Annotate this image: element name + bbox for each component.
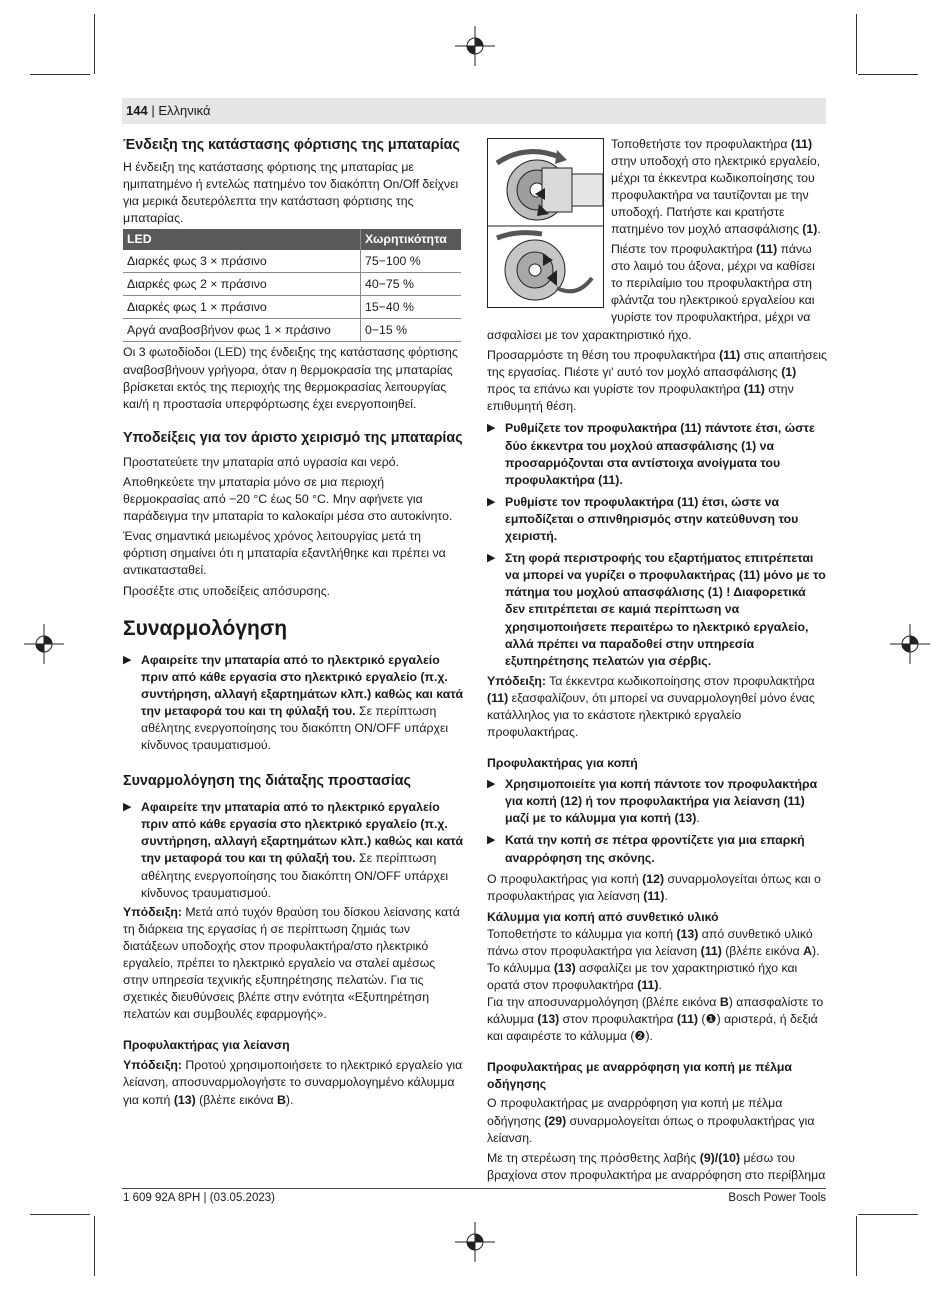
- bullet-arrow-icon: ▶: [487, 552, 496, 565]
- figure-ref: B: [277, 1092, 286, 1107]
- led-table-header-cell: Χωρητικότητα: [361, 229, 462, 250]
- note-label: Υπόδειξη:: [123, 1058, 182, 1073]
- registration-mark-bottom: [455, 1222, 495, 1262]
- guard-assembly-note: [123, 904, 463, 1024]
- text: Τοποθετήστε τον προφυλακτήρα: [611, 137, 791, 151]
- cutting-guard-heading: Προφυλακτήρας για κοπή: [487, 756, 638, 771]
- warning-bold-text: Αφαιρείτε την μπαταρία από το ηλεκτρικό εργαλείο πριν από κάθε εργασία στο ηλεκτρικό εργαλείο (π.χ. συντήρηση, αλλαγή εξαρτημάτων κλπ.) καθώς και κατά την μεταφορά του και τη φύλαξή του.: [141, 652, 463, 718]
- guard-bullet-2: [487, 494, 827, 545]
- note-label: Υπόδειξη:: [123, 904, 182, 919]
- text: ) αριστερά, ή δεξιά και αφαιρέστε το κάλυμμα (: [487, 1012, 818, 1044]
- text: (βλέπε εικόνα: [721, 943, 804, 958]
- text: μέσω του βραχίονα στον προφυλακτήρα με αναρρόφηση στο περίβλημα: [487, 1150, 826, 1182]
- figure-ref: A: [803, 943, 813, 958]
- crop-mark: [30, 74, 90, 75]
- battery-charge-note: Οι 3 φωτοδίοδοι (LED) της ένδειξης της κατάστασης φόρτισης αναβοσβήνουν γρήγορα, όταν η θερμοκρασία της μπαταρίας βρίσκεται εκτός της περιοχής της θερμοκρασίας λειτουργίας και/ή η προστασία υπερφόρτωσης έχει ενεργοποιηθεί.: [123, 345, 458, 411]
- ref-number: (11): [790, 137, 813, 151]
- led-table: [123, 229, 461, 342]
- bullet-arrow-icon: ▶: [487, 834, 496, 847]
- table-row: [123, 319, 461, 342]
- footer-brand: Bosch Power Tools: [728, 1192, 826, 1204]
- warning-text: Σε περίπτωση αθέλητης ενεργοποίησης του διακόπτη ON/OFF υπάρχει κίνδυνος τραυματισμού.: [141, 703, 449, 753]
- assembly-heading: Συναρμολόγηση: [123, 616, 288, 640]
- suction-guard-paragraph-2: [487, 1150, 827, 1184]
- ref-number: (13): [553, 961, 576, 975]
- ref-number: (11): [700, 943, 722, 958]
- callout-2-icon: ❷: [634, 1029, 646, 1044]
- suction-guard-paragraph-1: [487, 1095, 827, 1146]
- text: στον προφυλακτήρα: [559, 1012, 677, 1027]
- guard-assembly-heading: Συναρμολόγηση της διάταξης προστασίας: [123, 773, 411, 790]
- text: ).: [645, 1029, 653, 1044]
- cover-paragraph-1: [487, 926, 827, 960]
- bullet-text: Ρυθμίζετε τον προφυλακτήρα (11) πάντοτε έτσι, ώστε δύο έκκεντρα του μοχλού απασφάλισης (1) να προσαρμόζονται στα αντίστοιχα ανοίγματα του προφυλακτήρα (11).: [505, 421, 815, 487]
- text: .: [817, 222, 821, 237]
- text: (: [698, 1012, 706, 1027]
- text: Χρησιμοποιείτε για κοπή πάντοτε τον προφυλακτήρα για κοπή: [505, 777, 818, 809]
- adjust-paragraph: [487, 347, 827, 415]
- page-header: 144 | Ελληνικά: [126, 103, 211, 118]
- text: Τοποθετήστε το κάλυμμα για κοπή: [487, 926, 677, 941]
- note-text: Προτού χρησιμοποιήσετε το ηλεκτρικό εργαλείο για λείανση, αποσυναρμολογήστε το συναρμολογημένο κάλυμμα για κοπή: [123, 1058, 463, 1107]
- grinding-guard-heading: Προφυλακτήρας για λείανση: [123, 1038, 290, 1053]
- note-text: Μετά από τυχόν θραύση του δίσκου λείανσης κατά τη διάρκεια της εργασίας ή σε περίπτωση ζημιάς των διατάξεων υποδοχής στον προφυλακτήρα/στο ηλεκτρικό εργαλείο, πρέπει το ηλεκτρικό εργαλείο να σταλεί αμέσως στην υπηρεσία τεχνικής εξυπηρέτησης πελατών. Για τις σχετικές διευθύνσεις βλέπε στην ενότητα «Εξυπηρέτηση πελατών και συμβουλές εφαρμογής».: [123, 904, 460, 1022]
- text: Το κάλυμμα: [487, 961, 554, 975]
- table-cell: Διαρκές φως 1 × πράσινο: [123, 296, 361, 319]
- table-cell: 40−75 %: [361, 273, 462, 296]
- ref-number: (11): [755, 242, 778, 256]
- text: .: [658, 978, 662, 993]
- right-column: [487, 327, 827, 1184]
- text: Πιέστε τον προφυλακτήρα: [611, 242, 756, 256]
- text: Με τη στερέωση της πρόσθετης λαβής: [487, 1150, 700, 1165]
- assembly-warning: [123, 652, 463, 755]
- text: Ο προφυλακτήρας για κοπή: [487, 871, 643, 886]
- ref-number: (12): [560, 794, 583, 809]
- led-table-header-cell: LED: [123, 229, 361, 250]
- battery-handling-p2: Αποθηκεύετε την μπαταρία μόνο σε μια περιοχή θερμοκρασίας από −20 °C έως 50 °C. Μην αφήνετε για παράδειγμα την μπαταρία το καλοκαίρι μέσα στο αυτοκίνητο.: [123, 474, 453, 524]
- cover-paragraph-2: [487, 960, 827, 994]
- cover-paragraph-3: [487, 994, 827, 1045]
- table-cell: 75−100 %: [361, 250, 462, 273]
- left-column: [123, 136, 463, 1109]
- text: ) απασφαλίστε το κάλυμμα: [487, 995, 824, 1027]
- text: Για την αποσυναρμολόγηση (βλέπε εικόνα: [487, 995, 720, 1010]
- bullet-text: Στη φορά περιστροφής του εξαρτήματος επιτρέπεται να μπορεί να γυρίζει ο προφυλακτήρας (11) μόνο με το πάτημα του μοχλού απασφάλισης (1) ! Διαφορετικά δεν επιτρέπεται σε καμιά περίπτωση να χρησιμοποιήσετε περαιτέρω το ηλεκτρικό εργαλείο, αλλά πρέπει να παραδοθεί στην υπηρεσία εξυπηρέτησης πελατών για σέρβις.: [505, 551, 826, 668]
- table-row: [123, 296, 461, 319]
- table-cell: Αργά αναβοσβήνον φως 1 × πράσινο: [123, 319, 361, 342]
- ref-number: (13): [676, 926, 699, 941]
- battery-handling-p4: Προσέξτε στις υποδείξεις απόσυρσης.: [123, 583, 331, 598]
- table-cell: 15−40 %: [361, 296, 462, 319]
- crop-mark: [856, 14, 857, 74]
- guard-bullet-1: [487, 420, 827, 488]
- coding-note: [487, 673, 827, 741]
- note-text: (βλέπε εικόνα: [195, 1092, 278, 1107]
- ref-number: (1): [781, 365, 797, 380]
- guard-mounting-illustration: [487, 138, 604, 308]
- crop-mark: [856, 1216, 857, 1276]
- text: .: [664, 888, 668, 903]
- figure-ref: B: [719, 995, 729, 1010]
- ref-number: (11): [637, 978, 659, 993]
- figure-text-p1: [611, 136, 825, 239]
- text: Προσαρμόστε τη θέση του προφυλακτήρα: [487, 348, 720, 363]
- table-cell: Διαρκές φως 3 × πράσινο: [123, 250, 361, 273]
- ref-number: (13): [173, 1092, 196, 1107]
- table-row: [123, 273, 461, 296]
- page-header-bar: [122, 98, 826, 124]
- table-cell: 0−15 %: [361, 319, 462, 342]
- warning-text: Σε περίπτωση αθέλητης ενεργοποίησης του διακόπτη ON/OFF υπάρχει κίνδυνος τραυματισμού.: [141, 851, 449, 900]
- bullet-arrow-icon: ▶: [487, 495, 496, 508]
- battery-handling-p3: Ένας σημαντικά μειωμένος χρόνος λειτουργίας μετά τη φόρτιση σημαίνει ότι η μπαταρία εξαντλήθηκε και πρέπει να αντικατασταθεί.: [123, 529, 446, 578]
- note-label: Υπόδειξη:: [487, 673, 546, 688]
- crop-mark: [30, 1214, 90, 1215]
- text: στις απαιτήσεις της εργασίας. Πιέστε γι' αυτό τον μοχλό απασφάλισης: [487, 348, 827, 380]
- ref-number: (13): [537, 1012, 560, 1027]
- guard-bullet-3: [487, 550, 827, 670]
- battery-charge-intro: Η ένδειξη της κατάστασης φόρτισης της μπαταρίας με ημιπατημένο ή εντελώς πατημένο τον διακόπτη On/Off δείχνει για μερικά δευτερόλεπτα την κατάσταση φόρτισης της μπαταρίας.: [123, 160, 459, 226]
- text: στην επιθυμητή θέση.: [487, 382, 794, 414]
- text: ασφαλίζει με τον χαρακτηριστικό ήχο και ορατά στον προφυλακτήρα: [487, 961, 798, 993]
- text: πάνω στο λαιμό του άξονα, μέχρι να καθίσει το περιλαίμιο του προφυλακτήρα στη φλάντζα του ηλεκτρικού εργαλείου και γυρίστε τον προφυλακτήρα, μέχρι να: [611, 242, 815, 325]
- text: συναρμολογείται όπως και ο προφυλακτήρας για λείανση: [487, 871, 821, 903]
- ref-number: (11): [743, 382, 765, 397]
- ref-number: (11): [487, 690, 509, 705]
- callout-1-icon: ❶: [705, 1012, 717, 1027]
- cutting-bullet-2: [487, 832, 827, 866]
- guard-assembly-warning: [123, 799, 463, 902]
- figure-text-p2: [611, 241, 825, 326]
- footer-rule: [122, 1188, 826, 1189]
- bullet-arrow-icon: ▶: [123, 801, 132, 814]
- text: μαζί με το κάλυμμα για κοπή: [505, 811, 675, 826]
- page-number: 144: [126, 103, 148, 118]
- registration-mark-left: [24, 624, 64, 664]
- registration-mark-top: [455, 26, 495, 66]
- battery-charge-heading: Ένδειξη της κατάστασης φόρτισης της μπαταρίας: [123, 137, 460, 153]
- crop-mark: [94, 1216, 95, 1276]
- crop-mark: [858, 1214, 918, 1215]
- ref-number: (11): [676, 1012, 699, 1027]
- bullet-text: Ρυθμίστε τον προφυλακτήρα (11) έτσι, ώστε να εμποδίζεται ο σπινθηρισμός στην κατεύθυνση του χειριστή.: [505, 494, 799, 544]
- text: από συνθετικό υλικό πάνω στον προφυλακτήρα για λείανση: [487, 926, 813, 958]
- page-language: Ελληνικά: [158, 103, 211, 118]
- battery-handling-p1: Προστατεύετε την μπαταρία από υγρασία και νερό.: [123, 454, 400, 469]
- crop-mark: [94, 14, 95, 74]
- note-text: ).: [285, 1092, 294, 1107]
- text: ή τον προφυλακτήρα για λείανση: [582, 794, 784, 809]
- cover-heading: Κάλυμμα για κοπή από συνθετικό υλικό: [487, 909, 719, 924]
- registration-mark-right: [890, 624, 930, 664]
- ref-number: (13): [674, 811, 697, 826]
- text: ).: [812, 943, 820, 958]
- grinding-guard-note: [123, 1057, 463, 1108]
- ref-number: (1): [802, 222, 818, 237]
- text: στην υποδοχή στο ηλεκτρικό εργαλείο, μέχρι τα έκκεντρα κωδικοποίησης του προφυλακτήρα να ταυτίζονται με την υποδοχή. Πατήστε και κρατήστε πατημένο τον μοχλό απασφάλισης: [611, 154, 821, 237]
- suction-guard-heading: Προφυλακτήρας με αναρρόφηση για κοπή με πέλμα οδήγησης: [487, 1060, 792, 1092]
- bullet-text: Κατά την κοπή σε πέτρα φροντίζετε για μια επαρκή αναρρόφηση της σκόνης.: [505, 833, 805, 865]
- table-cell: Διαρκές φως 2 × πράσινο: [123, 273, 361, 296]
- bullet-arrow-icon: ▶: [487, 778, 496, 791]
- bullet-arrow-icon: ▶: [487, 422, 496, 435]
- cutting-bullet-1: [487, 776, 827, 827]
- ref-number: (29): [544, 1113, 567, 1128]
- text: συναρμολογείται όπως ο προφυλακτήρας για λείανση.: [487, 1113, 815, 1145]
- text: .: [696, 811, 700, 826]
- ref-number: (11): [643, 888, 665, 903]
- text: προς τα επάνω και γυρίστε τον προφυλακτήρα: [487, 382, 744, 397]
- ref-number: (11): [783, 794, 805, 809]
- cutting-guard-paragraph: [487, 871, 827, 905]
- text: εξασφαλίζουν, ότι μπορεί να συναρμολογηθεί μόνο ένας κατάλληλος για το εκάστοτε ηλεκτρικό εργαλείο προφυλακτήρας.: [487, 690, 815, 740]
- ref-number: (11): [719, 348, 741, 363]
- crop-mark: [858, 74, 918, 75]
- text: Ο προφυλακτήρας με αναρρόφηση για κοπή με πέλμα οδήγησης: [487, 1096, 783, 1128]
- text: Τα έκκεντρα κωδικοποίησης στον προφυλακτήρα: [545, 673, 815, 688]
- figure-text-2: [611, 241, 825, 326]
- ref-number: (9)/(10): [699, 1150, 741, 1165]
- battery-handling-heading: Υποδείξεις για τον άριστο χειρισμό της μπαταρίας: [123, 429, 463, 446]
- figure-text: [611, 136, 825, 239]
- ref-number: (12): [642, 871, 665, 886]
- bullet-arrow-icon: ▶: [123, 653, 132, 666]
- table-row: [123, 250, 461, 273]
- led-table-header: [123, 229, 461, 250]
- footer-doc-code: 1 609 92A 8PH | (03.05.2023): [123, 1192, 275, 1204]
- warning-bold-text: Αφαιρείτε την μπαταρία από το ηλεκτρικό εργαλείο πριν από κάθε εργασία στο ηλεκτρικό εργαλείο (π.χ. συντήρηση, αλλαγή εξαρτημάτων κλπ.) καθώς και κατά την μεταφορά του και τη φύλαξή του.: [141, 800, 463, 866]
- figure-text-continuation: ασφαλίσει με τον χαρακτηριστικό ήχο.: [487, 328, 692, 342]
